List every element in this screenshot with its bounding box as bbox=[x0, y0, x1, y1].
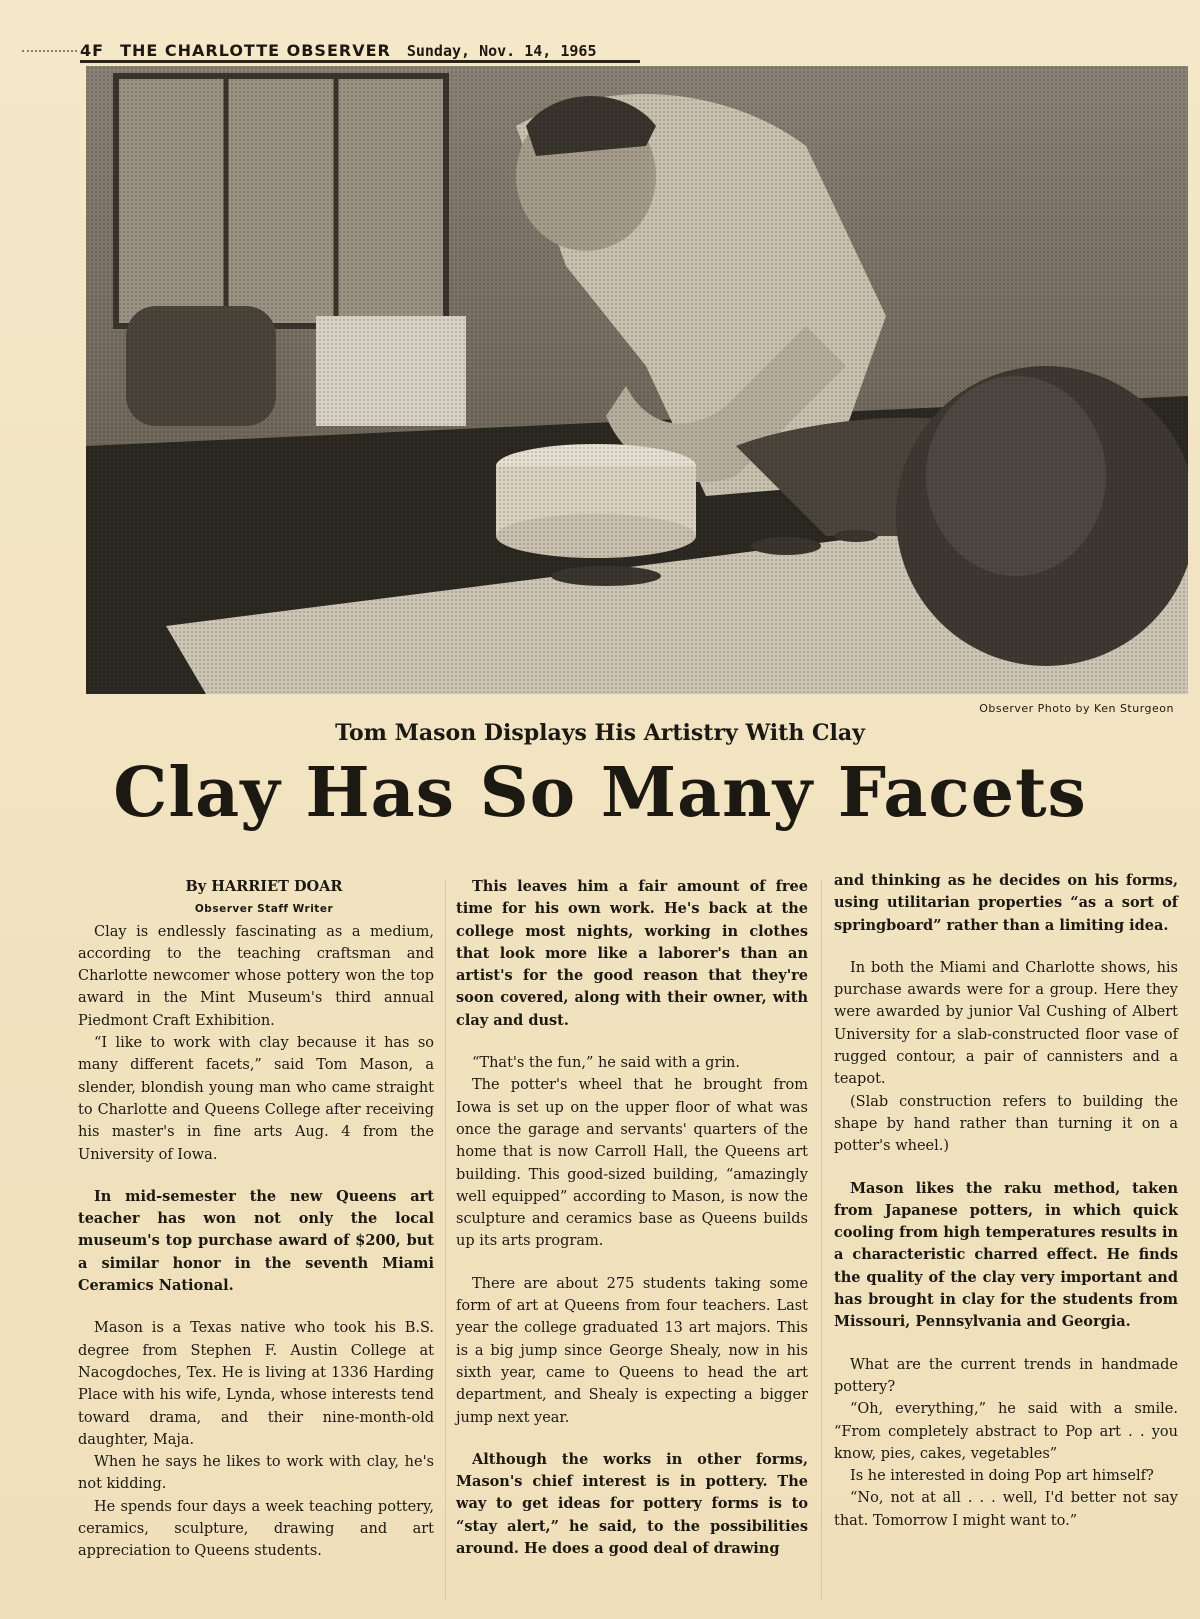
paragraph: He spends four days a week teaching pottery, ceramics, sculpture, drawing and art appreciation to Queens students. bbox=[78, 1498, 434, 1560]
paragraph: Is he interested in doing Pop art himself? bbox=[850, 1468, 1154, 1485]
paragraph: When he says he likes to work with clay, he's not kidding. bbox=[78, 1454, 434, 1493]
paragraph: Clay is endlessly fascinating as a medium, according to the teaching craftsman and Charlotte newcomer whose pottery won the top award in the Mint Museum's third annual Piedmont Craft Exhibition. bbox=[78, 923, 434, 1029]
paragraph: (Slab construction refers to building the shape by hand rather than turning it on a potter's wheel.) bbox=[834, 1093, 1178, 1155]
issue-date: Sunday, Nov. 14, 1965 bbox=[406, 42, 597, 60]
paper-name: THE CHARLOTTE OBSERVER bbox=[120, 41, 391, 60]
paragraph: Mason is a Texas native who took his B.S. degree from Stephen F. Austin College at Nacogdoches, Tex. He is living at 1336 Harding Place with his wife, Lynda, whose interests tend toward drama, and their nine-month-old daughter, Maja. bbox=[78, 1320, 434, 1448]
paragraph: “I like to work with clay because it has so many different facets,” said Tom Mason, a slender, blondish young man who came straight to Charlotte and Queens College after receiving his master's in fine arts Aug. 4 from the University of Iowa. bbox=[78, 1035, 434, 1163]
paragraph: “That's the fun,” he said with a grin. bbox=[472, 1055, 740, 1072]
margin-rule bbox=[22, 50, 77, 54]
paragraph: There are about 275 students taking some form of art at Queens from four teachers. Last year the college graduated 13 art majors. This is a big jump since George Shealy, now in his sixth year, came to Queens to head the art department, and Shealy is expecting a bigger jump next year. bbox=[456, 1275, 808, 1426]
article-headline: Clay Has So Many Facets bbox=[113, 753, 1087, 833]
paragraph: In both the Miami and Charlotte shows, his purchase awards were for a group. Here they were awarded by junior Val Cushing of Albert University for a slab-constructed floor vase of rugged contour, a pair of cannisters and a teapot. bbox=[834, 959, 1178, 1088]
article-column-2 bbox=[456, 876, 808, 1560]
column-rule bbox=[821, 880, 822, 1600]
article-photo bbox=[86, 66, 1188, 694]
photo-credit: Observer Photo by Ken Sturgeon bbox=[979, 702, 1174, 715]
paragraph: This leaves him a fair amount of free time for his own work. He's back at the college most nights, working in clothes that look more like a laborer's than an artist's for the good reason that they're soon covered, along with their owner, with clay and dust. bbox=[456, 878, 808, 1029]
paragraph: and thinking as he decides on his forms, using utilitarian properties “as a sort of springboard” rather than a limiting idea. bbox=[834, 872, 1178, 934]
article-column-3 bbox=[834, 870, 1178, 1532]
article-column-1 bbox=[78, 876, 434, 1563]
paragraph: “No, not at all . . . well, I'd better not say that. Tomorrow I might want to.” bbox=[834, 1490, 1178, 1529]
paragraph: The potter's wheel that he brought from Iowa is set up on the upper floor of what was once the garage and servants' quarters of the home that is now Carroll Hall, the Queens art building. This good-sized building, “amazingly well equipped” according to Mason, is now the sculpture and ceramics base as Queens builds up its arts program. bbox=[456, 1077, 808, 1250]
masthead bbox=[80, 30, 640, 63]
paragraph: Although the works in other forms, Mason's chief interest is in pottery. The way to get ideas for pottery forms is to “stay alert,” he said, to the possibilities around. He does a good deal of drawing bbox=[456, 1450, 808, 1558]
byline-role: Observer Staff Writer bbox=[194, 903, 334, 916]
paragraph: “Oh, everything,” he said with a smile. “From completely abstract to Pop art . . you know, pies, cakes, vegetables” bbox=[834, 1401, 1178, 1462]
page-number: 4F bbox=[80, 41, 105, 60]
article-kicker: Tom Mason Displays His Artistry With Clay bbox=[335, 720, 865, 746]
paragraph: Mason likes the raku method, taken from Japanese potters, in which quick cooling from high temperatures results in a characteristic charred effect. He finds the quality of the clay very important and has brought in clay for the students from Missouri, Pennsylvania and Georgia. bbox=[834, 1179, 1178, 1331]
paragraph: What are the current trends in handmade pottery? bbox=[834, 1356, 1178, 1395]
column-rule bbox=[445, 880, 446, 1600]
potter-photo-illustration bbox=[86, 66, 1188, 694]
byline: By HARRIET DOAR bbox=[185, 878, 343, 895]
paragraph: In mid-semester the new Queens art teacher has won not only the local museum's top purchase award of $200, but a similar honor in the seventh Miami Ceramics National. bbox=[78, 1187, 434, 1295]
